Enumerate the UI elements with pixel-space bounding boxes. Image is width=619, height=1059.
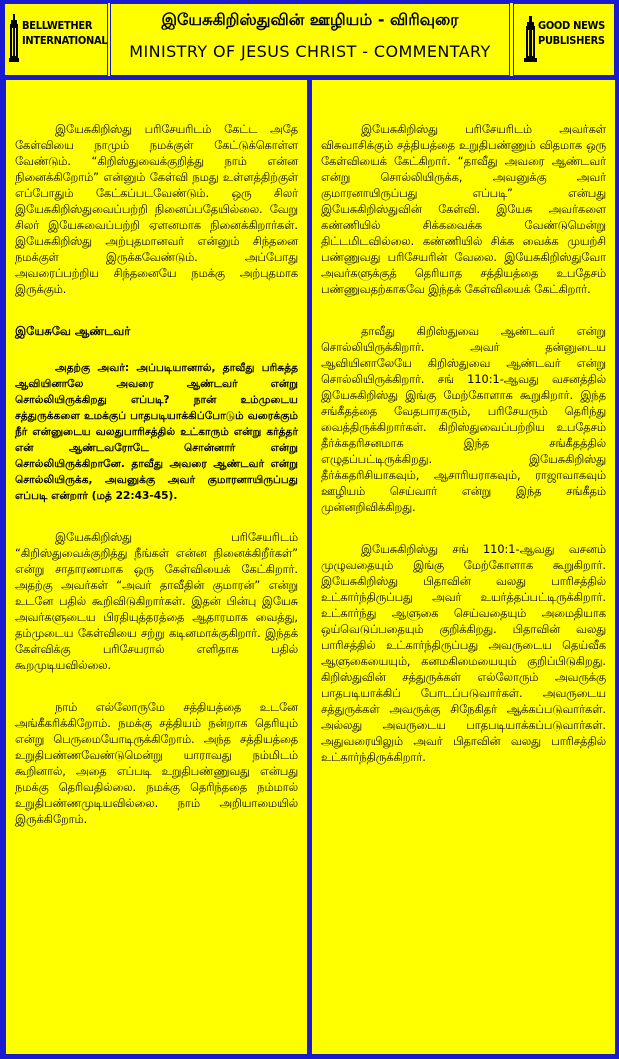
paragraph: இயேசுகிறிஸ்து பரிசேயரிடம் “கிறிஸ்துவைக்குறித்து நீங்கள் என்ன நினைக்கிறீர்கள்” என்று சாதாரணமாக ஒரு கேள்வியைக் கேட்கிறார். அதற்கு அவர்கள் “அவர் தாவீதின் குமாரன்” என்று உடனே பதில் கூறிவிடுகிறார்கள். இதன் பின்பு இயேசு அவர்களுடைய பிரதியுத்தரத்தை ஆதாரமாக வைத்து, தம்முடைய கேள்வியை சற்று கடினமாக்குகிறார். இந்தக் கேள்விக்கு பரிசேயரால் எளிதாக பதில் கூறமுடியவில்லை.: [15, 531, 298, 672]
title-box: [110, 3, 510, 76]
paragraph: இயேசுகிறிஸ்து சங் 110:1-ஆவது வசனம் முழுவதையும் இங்கு மேற்கோளாக கூறுகிறார். இயேசுகிறிஸ்து பிதாவின் வலது பாரிசத்தில் உட்கார்ந்திருப்பது அவர் உயர்த்தப்பட்டிருக்கிறார். உட்கார்ந்து ஆளுகை செய்வதையும் அமைதியாக ஒய்வெடுப்பதையும் குறிக்கிறது. பிதாவின் வலது பாரிசத்தில் உட்கார்ந்திருப்பது அவருடைய தெய்வீக ஆளுகையையும், கனமகிமையையும் குறிப்பிடுகிறது. கிறிஸ்துவின் சத்துருக்கள் எல்லோரும் அவருக்கு பாதபடியாக்கிப் போடப்படுவார்கள். அவருடைய சத்துருக்கள் அவருக்கு சிநேகிதர் ஆக்கப்படுவார்கள். அல்லது அவருடைய பாதபடியாக்கப்படுவார்கள். அதுவரையிலும் அவர் பிதாவின் வலது பாரிசத்தில் உட்கார்ந்திருக்கிறார்.: [321, 543, 606, 764]
paragraph: இயேசுகிறிஸ்து பரிசேயரிடம் அவர்கள் விசுவாசிக்கும் சத்தியத்தை உறுதிபண்ணும் விதமாக ஒரு கேள்வியைக் கேட்கிறார். “தாவீது அவரை ஆண்டவர் என்று சொல்லியிருக்க, அவனுக்கு அவர் குமாரனாயிருப்பது எப்படி” என்பது இயேசுகிறிஸ்துவின் கேள்வி. இயேசு அவர்களை கண்ணியில் சிக்கவைக்க வேண்டுமென்று திட்டமிடவில்லை. கண்ணியில் சிக்க வைக்க முயற்சி பண்ணுவது பரிசேயரின் வேலை. இயேசுகிறிஸ்துவோ அவர்களுக்குத் தெரியாத சத்தியத்தை உபதேசம் பண்ணுவதற்காகவே இந்தக் கேள்வியைக் கேட்கிறார்.: [321, 123, 606, 296]
paragraph: இயேசுகிறிஸ்து பரிசேயரிடம் கேட்ட அதே கேள்வியை நாமும் நமக்குள் கேட்டுக்கொள்ள வேண்டும். “கிறிஸ்துவைக்குறித்து நாம் என்ன நினைக்கிறோம்” என்னும் கேள்வி நமது உள்ளத்திற்குள் எப்போதும் கேட்கப்படவேண்டும். ஒரு சிலர் இயேசுகிறிஸ்துவைப்பற்றி நினைப்பதேயில்லை. வேறு சிலர் இயேசுவைப்பற்றி ஏளனமாக நினைக்கிறார்கள். இயேசுகிறிஸ்து அற்புதமானவர் என்னும் சிந்தனை நமக்குள் இருக்கவேண்டும். அப்போது அவரைப்பற்றிய சிந்தனையே நமக்கு அற்புதமாக இருக்கும்.: [15, 123, 298, 296]
right-logo-text: GOOD NEWS PUBLISHERS: [538, 19, 605, 47]
scripture-quote: அதற்கு அவர்: அப்படியானால், தாவீது பரிசுத்த ஆவியினாலே அவரை ஆண்டவர் என்று சொல்லியிருக்கிறது எப்படி? நான் உம்முடைய சத்துருக்களை உமக்குப் பாதபடியாக்கிப்போடும் வரைக்கும் நீர் என்னுடைய வலதுபாரிசத்தில் உட்காரும் என்று கர்த்தர் என் ஆண்டவரோடே சொன்னார் என்று சொல்லியிருக்கிறானே. தாவீது அவரை ஆண்டவர் என்று சொல்லியிருக்க, அவனுக்கு அவர் குமாரனாயிருப்பது எப்படி என்றார் (மத் 22:43-45).: [15, 362, 298, 502]
page-title-english: MINISTRY OF JESUS CHRIST - COMMENTARY: [129, 42, 491, 61]
left-column: [6, 80, 307, 1054]
good-news-logo: [513, 3, 615, 76]
bellwether-logo: [4, 3, 108, 76]
building-icon: [9, 14, 19, 62]
building-icon: [524, 16, 537, 62]
paragraph: தாவீது கிறிஸ்துவை ஆண்டவர் என்று சொல்லியிருக்கிறார். அவர் தன்னுடைய ஆவியினாலேயே கிறிஸ்துவை ஆண்டவர் என்று சொல்லியிருக்கிறார். சங் 110:1-ஆவது வசனத்தில் இயேசுகிறிஸ்து இங்கு மேற்கோளாக கூறுகிறார். இந்த சங்கீதத்தை வேதபாரகரும், பரிசேயரும் தெரிந்து வைத்திருக்கிறார்கள். கிறிஸ்துவைப்பற்றிய உபதேசம் தீர்க்கதரிசனமாக இந்த சங்கீதத்தில் எழுதப்பட்டிருக்கிறது. இயேசுகிறிஸ்து தீர்க்கதரிசியாகவும், ஆசாரியராகவும், ராஜாவாகவும் ஊழியம் செய்வார் என்று இந்த சங்கீதம் முன்னறிவிக்கிறது.: [321, 325, 606, 514]
section-heading: இயேசுவே ஆண்டவர்: [15, 324, 131, 338]
left-logo-text: BELLWETHER INTERNATIONAL: [22, 19, 108, 47]
paragraph: நாம் எல்லோருமே சத்தியத்தை உடனே அங்கீகரிக்கிறோம். நமக்கு சத்தியம் நன்றாக தெரியும் என்று பெருமையோடிருக்கிறோம். அந்த சத்தியத்தை உறுதிபண்ணவேண்டுமென்று யாராவது நம்மிடம் கூறினால், அதை எப்படி உறுதிபண்ணுவது என்பது நமக்கு தெரிவதில்லை. நமக்கு தெரிந்ததை நம்மால் உறுதிபண்ணமுடியவில்லை. நாம் அறியாமையில் இருக்கிறோம்.: [15, 701, 298, 826]
right-column: [312, 80, 615, 1054]
page-title-tamil: இயேசுகிறிஸ்துவின் ஊழியம் - விரிவுரை: [161, 10, 459, 29]
header: [4, 3, 615, 76]
